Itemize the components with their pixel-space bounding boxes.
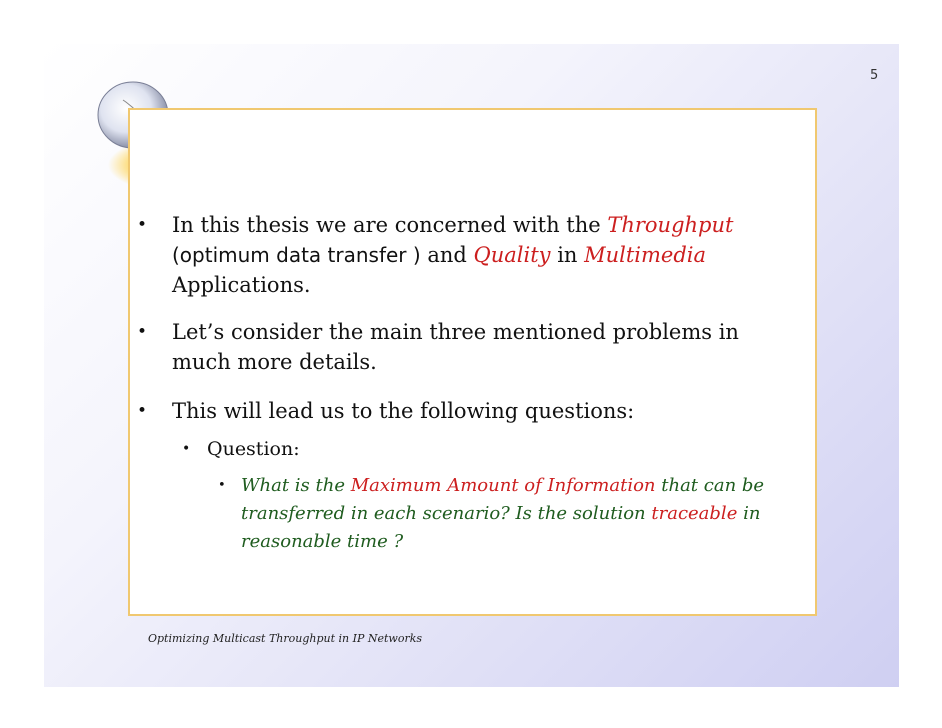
quality-highlight: Quality	[473, 243, 551, 267]
bullet-3-text: This will lead us to the following questions:	[172, 399, 635, 423]
bullet-1	[137, 210, 792, 300]
multimedia-highlight: Multimedia	[584, 243, 707, 267]
bullet-1-applications: Applications.	[172, 273, 311, 297]
question-mid: that can be transferred in each scenario? Is the solution	[241, 475, 765, 524]
bullet-1-text: In this thesis we are concerned with the	[172, 213, 608, 237]
throughput-highlight: Throughput	[607, 213, 734, 237]
question-post: in reasonable time ?	[241, 503, 761, 552]
sub-bullet-question	[182, 436, 300, 462]
optimum-data-transfer-text: (optimum data transfer )	[172, 243, 421, 267]
bullet-dot-icon: •	[137, 322, 148, 342]
bullet-1-in: in	[550, 243, 585, 267]
page-number: 5	[870, 68, 879, 83]
question-text-block	[218, 472, 811, 556]
bullet-1-and: and	[420, 243, 474, 267]
max-info-highlight: Maximum Amount of Information	[350, 475, 656, 496]
bullet-dot-icon: •	[137, 401, 148, 421]
question-pre: What is the	[241, 475, 351, 496]
bullet-dot-icon: •	[182, 441, 191, 457]
traceable-highlight: traceable	[651, 503, 738, 524]
bullet-dot-icon: •	[218, 478, 226, 493]
bullet-3	[137, 396, 792, 426]
sub-bullet-text: Question:	[207, 438, 300, 460]
bullet-2	[137, 317, 792, 377]
footer-text: Optimizing Multicast Throughput in IP Networks	[148, 632, 423, 645]
bullet-dot-icon: •	[137, 215, 148, 235]
bullet-2-text: Let’s consider the main three mentioned problems in much more details.	[172, 320, 739, 374]
